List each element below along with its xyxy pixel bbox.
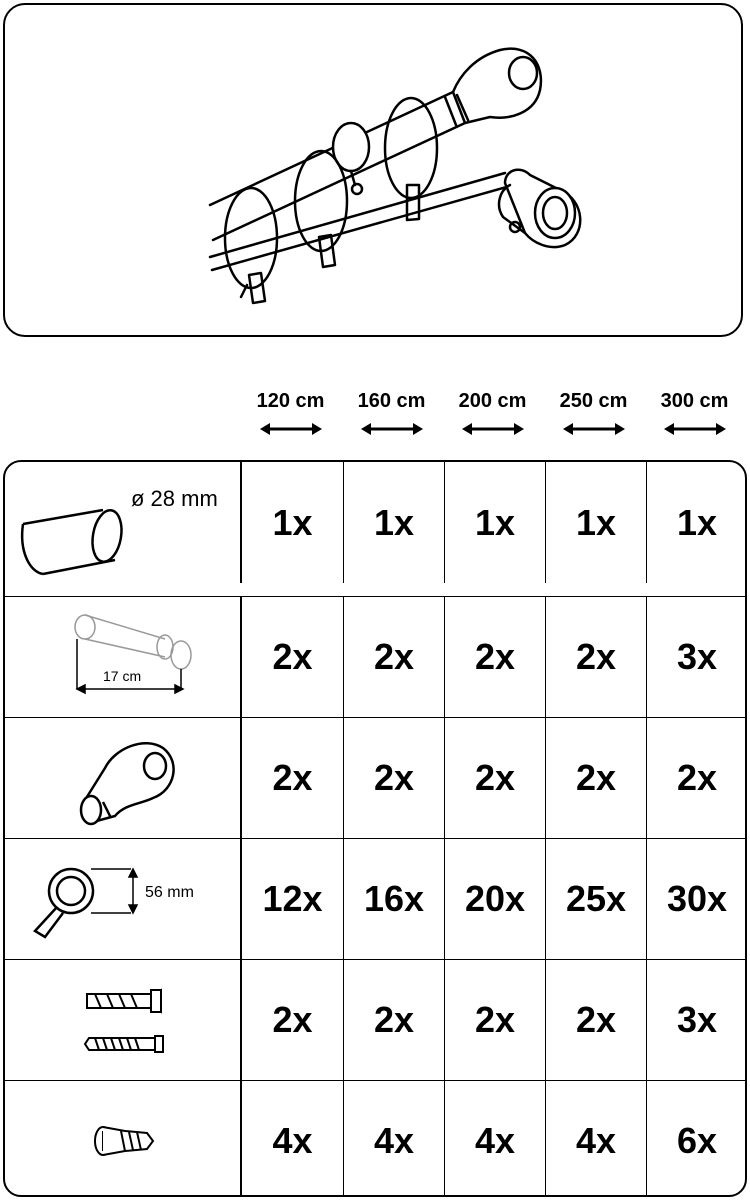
quantity-cell: 2x — [272, 636, 313, 677]
quantity-cell: 4x — [444, 1081, 545, 1197]
width-header-250 — [543, 388, 644, 436]
width-header-row — [240, 388, 748, 448]
quantity-cell: 2x — [646, 718, 747, 838]
double-arrow-icon — [563, 422, 625, 436]
ring-size-label: 56 mm — [145, 884, 194, 901]
part-cell — [5, 597, 242, 717]
quantity-cell: 2x — [343, 960, 444, 1080]
quantity-cell: 2x — [545, 960, 646, 1080]
width-header-300 — [644, 388, 745, 436]
quantity-cell: 1x — [545, 462, 646, 583]
double-arrow-icon — [260, 422, 322, 436]
table-row — [5, 959, 745, 1080]
width-label: 200 cm — [458, 390, 527, 412]
table-row — [5, 717, 745, 838]
quantity-cell: 1x — [646, 462, 747, 583]
quantity-cell: 25x — [545, 839, 646, 959]
quantity-cell: 2x — [343, 597, 444, 717]
quantity-cell: 2x — [272, 999, 313, 1040]
quantity-cell: 20x — [444, 839, 545, 959]
width-label: 120 cm — [256, 390, 325, 412]
quantity-cell: 2x — [343, 718, 444, 838]
curtain-rod-illustration — [5, 5, 745, 339]
dowel-screw-icon — [5, 960, 242, 1081]
part-cell — [5, 718, 242, 838]
table-row — [5, 462, 745, 583]
part-cell — [5, 462, 242, 583]
ring-icon — [5, 839, 242, 960]
quantity-cell: 4x — [272, 1120, 313, 1161]
quantity-cell: 1x — [343, 462, 444, 583]
bracket-length-label: 17 cm — [103, 668, 142, 684]
quantity-cell: 30x — [646, 839, 747, 959]
part-cell — [5, 960, 242, 1080]
part-cell — [5, 839, 242, 959]
finial-icon — [5, 718, 242, 839]
width-header-120 — [240, 388, 341, 436]
product-illustration-panel — [3, 3, 743, 337]
rod-icon — [5, 462, 242, 583]
set-screw-icon — [5, 1081, 242, 1197]
quantity-cell: 6x — [646, 1081, 747, 1197]
bracket-icon — [5, 597, 242, 718]
double-arrow-icon — [664, 422, 726, 436]
width-header-200 — [442, 388, 543, 436]
quantity-cell: 3x — [646, 960, 747, 1080]
table-row — [5, 838, 745, 959]
width-label: 160 cm — [357, 390, 426, 412]
quantity-cell: 1x — [444, 462, 545, 583]
quantity-cell: 4x — [545, 1081, 646, 1197]
part-cell — [5, 1081, 242, 1197]
quantity-cell: 4x — [343, 1081, 444, 1197]
quantity-cell: 2x — [545, 597, 646, 717]
quantity-cell: 2x — [272, 757, 313, 798]
quantity-cell: 16x — [343, 839, 444, 959]
width-label: 300 cm — [660, 390, 729, 412]
quantity-cell: 2x — [444, 960, 545, 1080]
width-header-160 — [341, 388, 442, 436]
parts-quantity-table — [3, 460, 747, 1197]
quantity-cell: 2x — [545, 718, 646, 838]
quantity-cell: 3x — [646, 597, 747, 717]
width-label: 250 cm — [559, 390, 628, 412]
rod-diameter-label: ø 28 mm — [131, 486, 218, 511]
quantity-cell: 1x — [272, 501, 313, 543]
table-row — [5, 1080, 745, 1197]
table-row — [5, 596, 745, 717]
quantity-cell: 2x — [444, 718, 545, 838]
quantity-cell: 2x — [444, 597, 545, 717]
double-arrow-icon — [462, 422, 524, 436]
double-arrow-icon — [361, 422, 423, 436]
quantity-cell: 12x — [262, 878, 323, 919]
